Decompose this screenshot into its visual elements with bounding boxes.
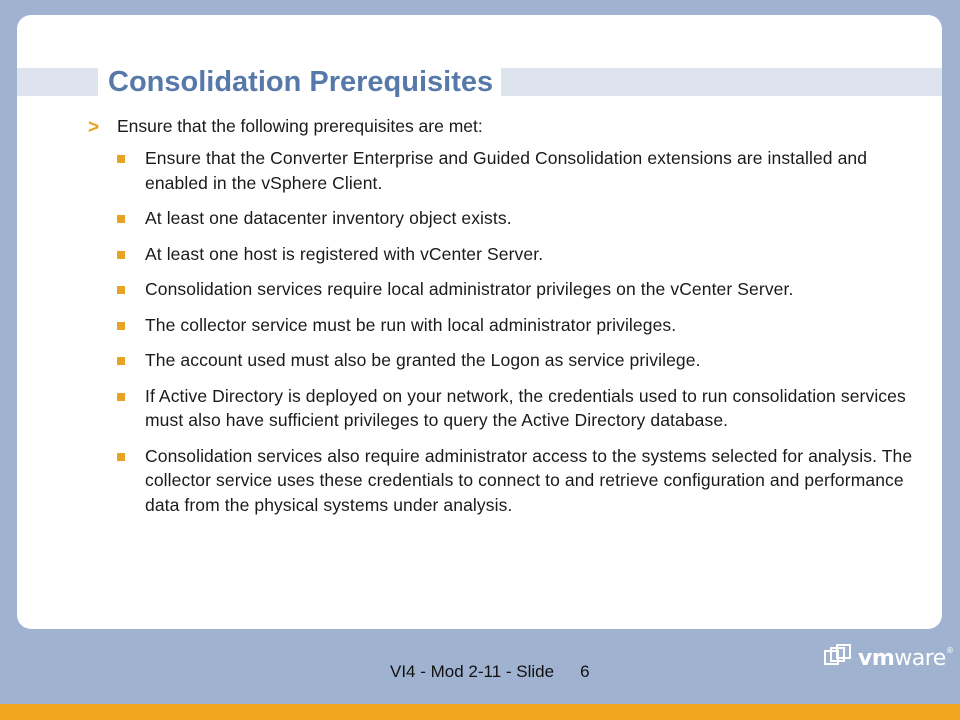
list-item (88, 146, 918, 195)
list-item (88, 348, 918, 373)
square-bullet-icon (117, 155, 125, 163)
square-bullet-icon (117, 286, 125, 294)
square-bullet-icon (117, 357, 125, 365)
vmware-logo (824, 644, 953, 672)
chevron-right-icon: > (88, 117, 100, 138)
slide-content (88, 114, 918, 528)
square-bullet-icon (117, 215, 125, 223)
list-item (88, 206, 918, 231)
list-item-text: The account used must also be granted the Logon as service privilege. (145, 350, 701, 370)
square-bullet-icon (117, 453, 125, 461)
list-item (88, 444, 918, 518)
list-item-text: Consolidation services also require administrator access to the systems selected for analysis. The collector service uses these credentials to connect to and retrieve configuration and performance data from the physical systems under analysis. (145, 445, 913, 515)
lead-bullet (88, 114, 918, 138)
list-item (88, 277, 918, 302)
square-bullet-icon (117, 251, 125, 259)
list-item-text: At least one datacenter inventory object exists. (145, 208, 512, 228)
vmware-logo-icon (824, 644, 852, 672)
prerequisite-list (88, 146, 918, 517)
slide-number: 6 (580, 662, 590, 681)
list-item-text: At least one host is registered with vCenter Server. (145, 243, 544, 264)
list-item (88, 384, 918, 433)
slide-footer (390, 662, 590, 682)
list-item-text: If Active Directory is deployed on your network, the credentials used to run consolidation services must also have sufficient privileges to query the Active Directory database. (145, 385, 906, 430)
list-item-text: Ensure that the Converter Enterprise and Guided Consolidation extensions are installed and enabled in the vSphere Client. (145, 148, 868, 193)
logo-wordmark: vmware® (858, 645, 954, 671)
square-bullet-icon (117, 322, 125, 330)
slide-title: Consolidation Prerequisites (108, 65, 494, 98)
list-item (88, 242, 918, 267)
title-container (98, 62, 501, 102)
lead-text: Ensure that the following prerequisites are met: (117, 116, 483, 136)
list-item (88, 313, 918, 338)
square-bullet-icon (117, 393, 125, 401)
list-item-text: The collector service must be run with local administrator privileges. (145, 314, 677, 335)
list-item-text: Consolidation services require local administrator privileges on the vCenter Server. (145, 279, 794, 299)
bottom-accent-bar (0, 704, 960, 720)
footer-label: VI4 - Mod 2-11 - Slide (390, 662, 555, 681)
